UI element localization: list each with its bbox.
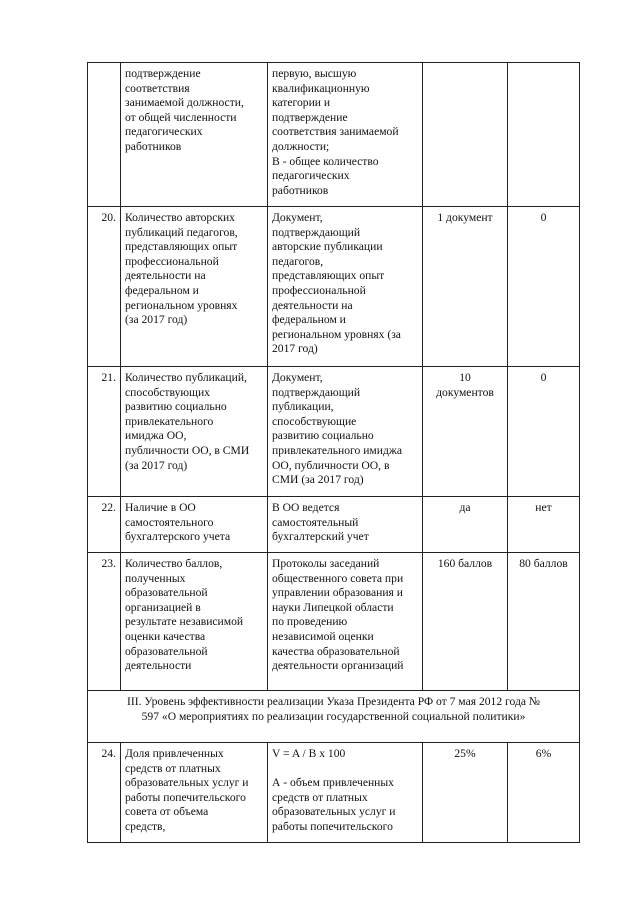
text-line: 80 баллов xyxy=(519,557,568,570)
text-line: представляющих опыт xyxy=(272,269,385,283)
text-line: средств, xyxy=(125,819,166,833)
text-line: педагогических xyxy=(272,169,350,183)
text-line: региональном уровнях xyxy=(125,298,238,312)
text-line: Документ, xyxy=(272,211,323,224)
text-line: независимой оценки xyxy=(272,629,374,643)
text-line: 10 xyxy=(459,371,471,384)
text-line: 2017 год) xyxy=(272,342,318,356)
text-line: привлекательного имиджа xyxy=(272,443,403,457)
text-line: Наличие в ОО xyxy=(125,501,196,514)
text-line: работы попечительского xyxy=(272,819,393,833)
text-line: самостоятельного xyxy=(125,515,214,529)
method-cell xyxy=(268,743,423,843)
text-line: от общей численности xyxy=(125,110,237,124)
indicators-table xyxy=(87,62,580,843)
text-line: документов xyxy=(436,385,494,399)
actual-value-cell xyxy=(508,207,580,367)
method-cell xyxy=(268,207,423,367)
text-line: качества образовательной xyxy=(272,644,400,658)
text-line: публикаций педагогов, xyxy=(125,225,238,239)
row-number xyxy=(88,63,121,207)
text-line: развитию социально xyxy=(272,429,374,443)
text-line: имиджа ОО, xyxy=(125,429,187,443)
row-number xyxy=(88,553,121,691)
row-number xyxy=(88,497,121,553)
text-line: работников xyxy=(272,183,329,197)
text-line: 22. xyxy=(101,501,116,514)
text-line: бухгалтерский учет xyxy=(272,530,369,544)
text-line: результате независимой xyxy=(125,615,244,629)
table-row xyxy=(88,497,580,553)
text-line: (за 2017 год) xyxy=(125,313,188,327)
indicator-cell xyxy=(121,743,268,843)
text-line: средств от платных xyxy=(125,761,221,775)
text-line: V = A / B x 100 xyxy=(272,747,346,760)
text-line: общественного совета при xyxy=(272,571,404,585)
text-line: 23. xyxy=(101,557,116,570)
target-value-cell xyxy=(423,553,508,691)
actual-value-cell xyxy=(508,553,580,691)
text-line: соответствия занимаемой xyxy=(272,125,399,139)
text-line: Документ, xyxy=(272,371,323,384)
text-line: профессиональной xyxy=(125,254,219,268)
text-line: оценки качества xyxy=(125,629,206,643)
text-line: первую, высшую xyxy=(272,67,357,80)
text-line: профессиональной xyxy=(272,283,366,297)
text-line: 20. xyxy=(101,211,116,224)
text-line: образовательной xyxy=(125,586,208,600)
text-line: развитию социально xyxy=(125,400,227,414)
method-cell xyxy=(268,63,423,207)
text-line: привлекательного xyxy=(125,414,214,428)
text-line: должности; xyxy=(272,139,330,153)
text-line: федеральном и xyxy=(125,283,199,297)
text-line: подтверждение xyxy=(272,110,348,124)
row-number xyxy=(88,367,121,497)
text-line: бухгалтерского учета xyxy=(125,530,231,544)
section-row xyxy=(88,691,580,743)
text-line: образовательных услуг и xyxy=(272,805,396,819)
text-line: 0 xyxy=(540,371,547,384)
method-cell xyxy=(268,553,423,691)
text-line: 597 «О мероприятиях по реализации государственной социальной политики» xyxy=(141,709,526,723)
blank-line xyxy=(92,67,116,82)
text-line: способствующих xyxy=(125,385,210,399)
method-cell xyxy=(268,367,423,497)
target-value-cell xyxy=(423,497,508,553)
row-number xyxy=(88,207,121,367)
target-value-cell xyxy=(423,743,508,843)
text-line: Количество авторских xyxy=(125,211,235,224)
text-line: педагогов, xyxy=(272,254,324,268)
text-line: деятельности xyxy=(125,659,192,673)
text-line: по проведению xyxy=(272,615,348,629)
actual-value-cell xyxy=(508,367,580,497)
text-line: Доля привлеченных xyxy=(125,747,224,760)
text-line: категории и xyxy=(272,96,331,110)
text-line: публикации, xyxy=(272,400,334,414)
text-line: публичности ОО, в СМИ xyxy=(125,443,250,457)
target-value-cell xyxy=(423,367,508,497)
text-line: 6% xyxy=(535,747,552,760)
table-row xyxy=(88,63,580,207)
text-line: деятельности на xyxy=(272,298,353,312)
indicator-cell xyxy=(121,553,268,691)
text-line: соответствия xyxy=(125,81,190,95)
text-line: занимаемой должности, xyxy=(125,96,244,110)
text-line: подтверждающий xyxy=(272,385,361,399)
text-line: средств от платных xyxy=(272,790,368,804)
text-line: ОО, публичности ОО, в xyxy=(272,458,390,472)
text-line: представляющих опыт xyxy=(125,240,238,254)
method-cell xyxy=(268,497,423,553)
text-line: (за 2017 год) xyxy=(125,458,188,472)
indicator-cell xyxy=(121,63,268,207)
text-line: работы попечительского xyxy=(125,790,246,804)
table-row xyxy=(88,207,580,367)
table-row xyxy=(88,553,580,691)
text-line: 0 xyxy=(540,211,547,224)
text-line: совета от объема xyxy=(125,805,209,819)
text-line: способствующие xyxy=(272,414,357,428)
blank-line xyxy=(272,762,418,777)
text-line: да xyxy=(459,501,471,514)
actual-value-cell xyxy=(508,63,580,207)
text-line: 21. xyxy=(101,371,116,384)
target-value-cell xyxy=(423,63,508,207)
text-line: А - объем привлеченных xyxy=(272,776,394,790)
text-line: 1 документ xyxy=(437,211,493,224)
text-line: 160 баллов xyxy=(437,557,493,570)
text-line: региональном уровнях (за xyxy=(272,327,401,341)
text-line: образовательной xyxy=(125,644,208,658)
text-line: 24. xyxy=(101,747,116,760)
text-line: Количество публикаций, xyxy=(125,371,247,384)
text-line: работников xyxy=(125,139,182,153)
text-line: III. Уровень эффективности реализации Указа Президента РФ от 7 мая 2012 года № xyxy=(127,695,540,708)
text-line: Протоколы заседаний xyxy=(272,557,380,570)
text-line: образовательных услуг и xyxy=(125,776,249,790)
text-line: федеральном и xyxy=(272,313,346,327)
text-line: деятельности на xyxy=(125,269,206,283)
text-line: В ОО ведется xyxy=(272,501,340,514)
text-line: управлении образования и xyxy=(272,586,403,600)
target-value-cell xyxy=(423,207,508,367)
text-line: науки Липецкой области xyxy=(272,600,394,614)
indicator-cell xyxy=(121,497,268,553)
text-line: квалификационную xyxy=(272,81,370,95)
actual-value-cell xyxy=(508,497,580,553)
text-line: 25% xyxy=(454,747,476,760)
text-line: В - общее количество xyxy=(272,154,379,168)
text-line: подтверждающий xyxy=(272,225,361,239)
actual-value-cell xyxy=(508,743,580,843)
text-line: деятельности организаций xyxy=(272,659,404,673)
text-line: педагогических xyxy=(125,125,203,139)
text-line: СМИ (за 2017 год) xyxy=(272,473,364,487)
text-line: самостоятельный xyxy=(272,515,359,529)
indicator-cell xyxy=(121,367,268,497)
text-line: полученных xyxy=(125,571,186,585)
text-line: организацией в xyxy=(125,600,201,614)
table-row xyxy=(88,367,580,497)
text-line: нет xyxy=(535,501,552,514)
row-number xyxy=(88,743,121,843)
table-row xyxy=(88,743,580,843)
text-line: авторские публикации xyxy=(272,240,383,254)
text-line: Количество баллов, xyxy=(125,557,223,570)
text-line: подтверждение xyxy=(125,67,201,80)
section-heading xyxy=(88,691,580,743)
indicator-cell xyxy=(121,207,268,367)
